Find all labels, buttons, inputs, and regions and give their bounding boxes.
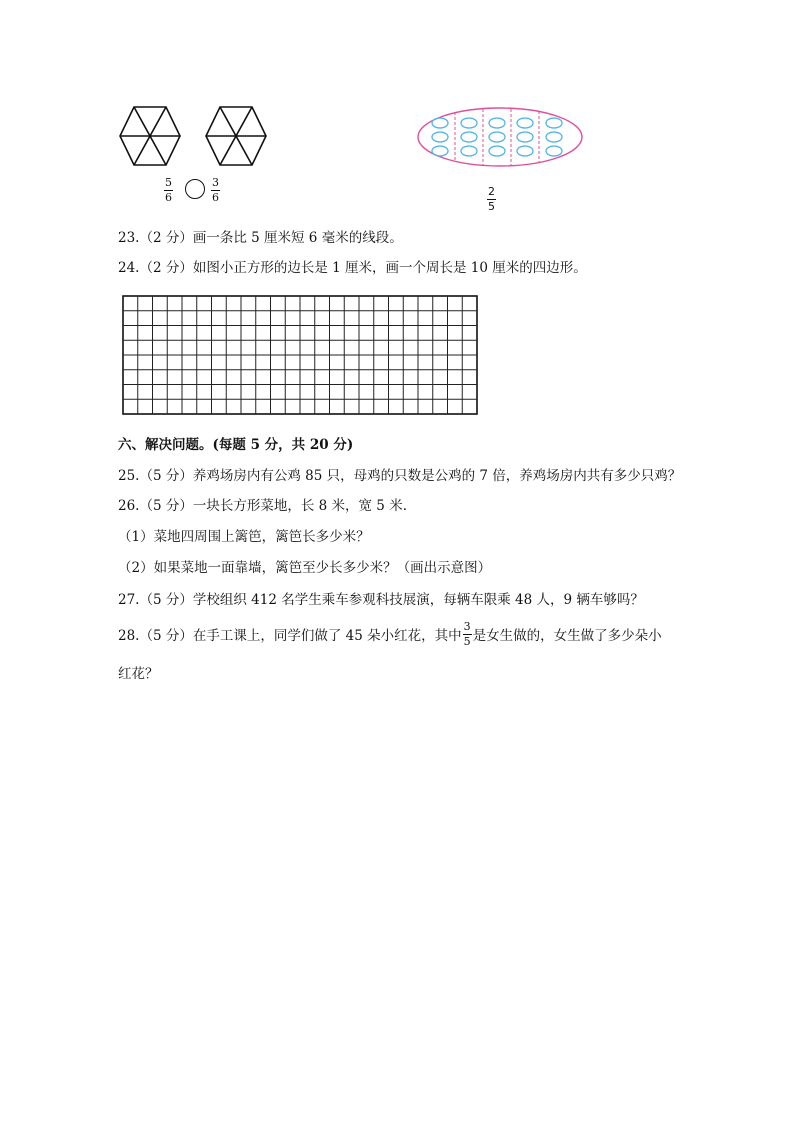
denominator: 5: [488, 200, 495, 213]
small-oval: [517, 132, 533, 142]
hexagon-right: [204, 104, 268, 168]
question-26: 26.（5 分）一块长方形菜地，长 8 米，宽 5 米．: [118, 498, 417, 514]
numerator: 3: [212, 176, 219, 189]
small-oval: [546, 132, 562, 142]
question-27: 27.（5 分）学校组织 412 名学生乘车参观科技展演，每辆车限乘 48 人，9 辆车够吗？: [118, 592, 644, 608]
small-oval: [432, 118, 448, 128]
small-oval: [489, 146, 505, 156]
numerator: 5: [165, 176, 172, 189]
small-oval: [432, 146, 448, 156]
numerator: 3: [463, 620, 471, 633]
square-grid[interactable]: [121, 294, 481, 418]
small-oval: [489, 118, 505, 128]
small-oval: [517, 146, 533, 156]
small-oval: [489, 132, 505, 142]
compare-circle[interactable]: [185, 179, 205, 199]
question-26-part-2: （2）如果菜地一面靠墙，篱笆至少长多少米？（画出示意图）: [118, 560, 492, 576]
question-28-continued: 红花？: [118, 666, 159, 682]
numerator: 2: [488, 185, 495, 198]
question-28-text-a: 28.（5 分）在手工课上，同学们做了 45 朵小红花，其中: [118, 628, 462, 644]
denominator: 6: [212, 191, 219, 204]
question-28-text-b: 是女生做的，女生做了多少朵小: [472, 628, 662, 644]
small-oval: [461, 118, 477, 128]
question-28: [118, 620, 662, 650]
oval-figure: [416, 106, 584, 168]
small-oval: [517, 118, 533, 128]
fraction-three-sixths: [211, 177, 220, 204]
question-26-part-1: （1）菜地四周围上篱笆，篱笆长多少米？: [118, 529, 370, 545]
denominator: 5: [463, 635, 471, 648]
denominator: 6: [165, 191, 172, 204]
small-oval: [546, 146, 562, 156]
question-24: 24.（2 分）如图小正方形的边长是 1 厘米，画一个周长是 10 厘米的四边形。: [118, 260, 587, 276]
small-oval: [461, 146, 477, 156]
small-oval: [432, 132, 448, 142]
section-6-heading: 六、解决问题。(每题 5 分，共 20 分): [118, 437, 354, 453]
small-oval: [546, 118, 562, 128]
fraction-three-fifths: [463, 621, 472, 648]
fraction-five-sixths: [164, 177, 173, 204]
small-oval: [461, 132, 477, 142]
question-25: 25.（5 分）养鸡场房内有公鸡 85 只，母鸡的只数是公鸡的 7 倍，养鸡场房内共有多少只鸡？: [118, 468, 682, 484]
question-23: 23.（2 分）画一条比 5 厘米短 6 毫米的线段。: [118, 230, 403, 246]
fraction-two-fifths: [487, 186, 496, 213]
hexagon-left: [118, 104, 182, 168]
